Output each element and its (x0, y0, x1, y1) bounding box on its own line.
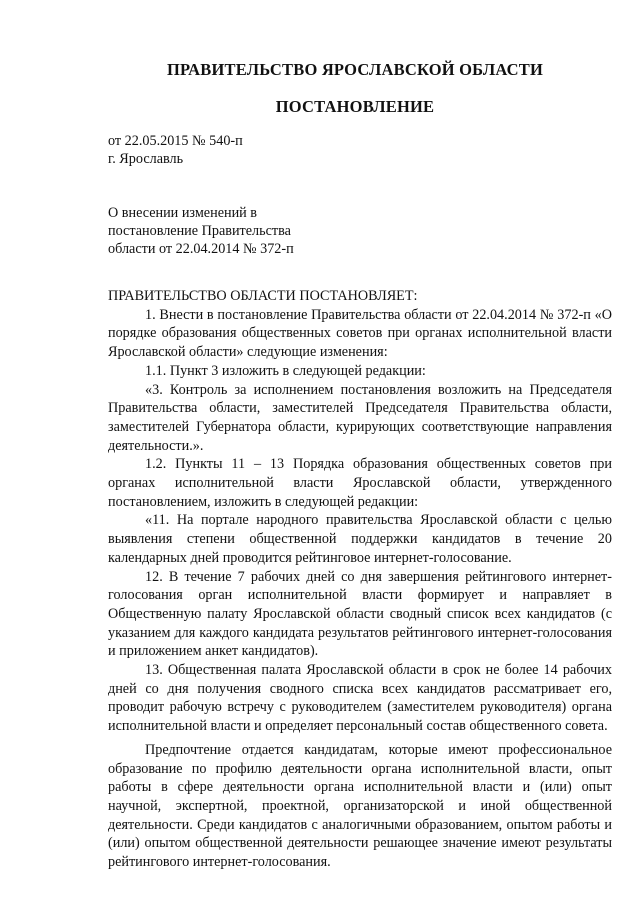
paragraph-1-2: 1.2. Пункты 11 – 13 Порядка образования общественных советов при органах исполнительной власти Ярославской области, утвержденного постановлением, изложить в следующей редакции: (108, 456, 612, 510)
paragraph-12: 12. В течение 7 рабочих дней со дня завершения рейтингового интернет-голосования орган исполнительной власти формирует и направляет в Общественную палату Ярославской области сводный список всех кандидатов (с указанием для каждого кандидата результатов рейтингового интернет-голосования и приложением анкет кандидатов). (108, 568, 612, 660)
paragraph-13: 13. Общественная палата Ярославской области в срок не более 14 рабочих дней со дня получения сводного списка всех кандидатов рассматривает его, проводит рабочую встречу с руководителем (заместителем руководителя) органа исполнительной власти и определяет персональный состав общественного совета. (108, 662, 612, 735)
government-title: ПРАВИТЕЛЬСТВО ЯРОСЛАВСКОЙ ОБЛАСТИ (166, 60, 544, 79)
document-date-number: от 22.05.2015 № 540-п (108, 133, 243, 149)
document-type-title: ПОСТАНОВЛЕНИЕ (275, 97, 435, 116)
document-body (108, 287, 612, 872)
subject-line-1: О внесении изменений в (108, 205, 258, 221)
paragraph-11: «11. На портале народного правительства Ярославской области с целью выявления степени общественной поддержки кандидатов в течение 20 календарных дней проводится рейтинговое интернет-голосование. (108, 512, 612, 566)
paragraph-1-1-text: «3. Контроль за исполнением постановления возложить на Председателя Правительства области, заместителей Председателя Правительства области, заместителей Губернатора области, курирующих соответствующие направления деятельности.». (108, 381, 612, 454)
subject-line-2: постановление Правительства (108, 223, 291, 239)
paragraph-preference: Предпочтение отдается кандидатам, которые имеют профессиональное образование по профилю деятельности органа исполнительной власти, опыт работы в сфере деятельности органа исполнительной власти и (или) опыт научной, экспертной, проектной, организаторской и иной общественной деятельности. Среди кандидатов с аналогичными образованием, опытом работы и (или) опытом общественной деятельности решающее значение имеют результаты рейтингового интернет-голосования. (108, 741, 612, 871)
document-city: г. Ярославль (108, 151, 184, 167)
subject-line-3: области от 22.04.2014 № 372-п (108, 241, 294, 257)
paragraph-1-1: 1.1. Пункт 3 изложить в следующей редакции: (145, 362, 426, 379)
preamble: ПРАВИТЕЛЬСТВО ОБЛАСТИ ПОСТАНОВЛЯЕТ: (108, 288, 418, 304)
paragraph-1: 1. Внести в постановление Правительства области от 22.04.2014 № 372-п «О порядке образования общественных советов при органах исполнительной власти Ярославской области» следующие изменения: (108, 306, 612, 361)
